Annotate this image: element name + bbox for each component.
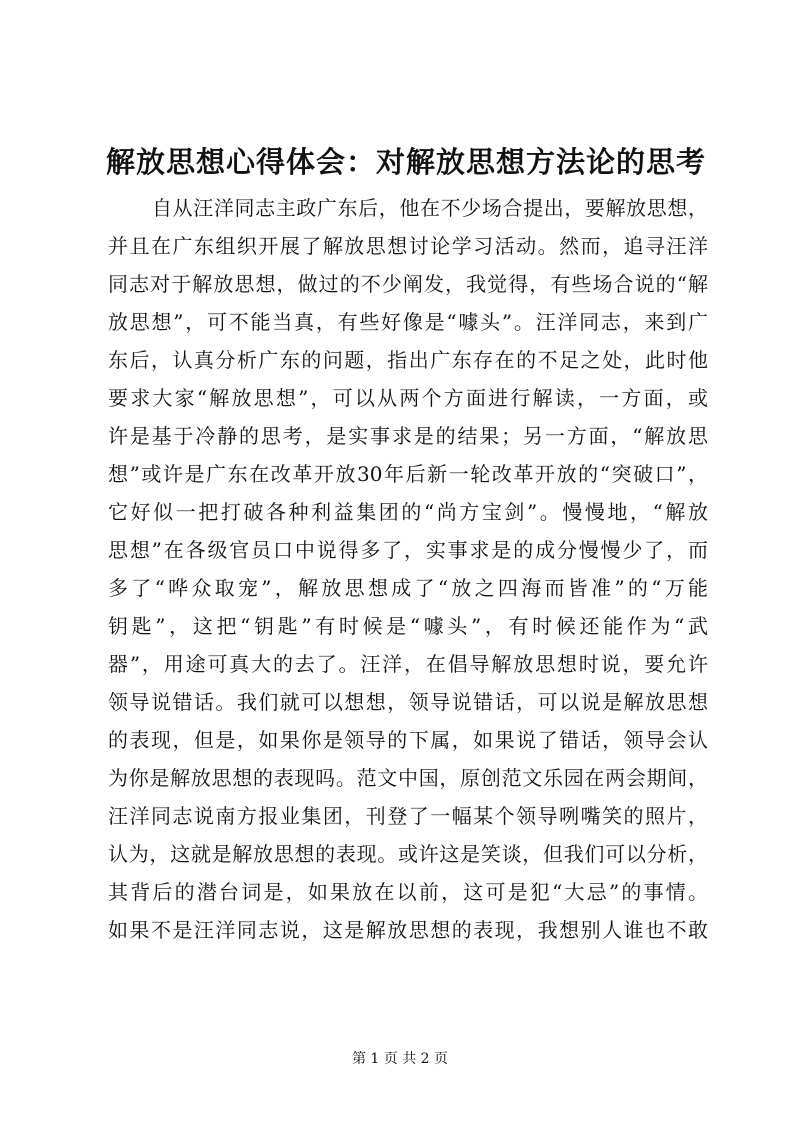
page-footer: 第 1 页 共 2 页 (351, 1051, 449, 1067)
paragraph-line: 自从汪洋同志主政广东后，他在不少场合提出，要解放思想， (152, 196, 708, 220)
paragraph-line: 其背后的潜台词是，如果放在以前，这可是犯“大忌”的事情。 (108, 880, 708, 904)
paragraph-line: 许是基于冷静的思考，是实事求是的结果；另一方面，“解放思 (108, 424, 708, 448)
document-title: 解放思想心得体会：对解放思想方法论的思考 (106, 145, 707, 179)
paragraph-line: 放思想”，可不能当真，有些好像是“噱头”。汪洋同志，来到广 (108, 310, 708, 334)
paragraph-line: 并且在广东组织开展了解放思想讨论学习活动。然而，追寻汪洋 (108, 234, 708, 258)
body-paragraph (108, 189, 708, 949)
paragraph-line: 钥匙”，这把“钥匙”有时候是“噱头”，有时候还能作为“武 (108, 614, 708, 638)
paragraph-line: 同志对于解放思想，做过的不少阐发，我觉得，有些场合说的“解 (108, 272, 708, 296)
paragraph-line: 认为，这就是解放思想的表现。或许这是笑谈，但我们可以分析， (108, 842, 708, 866)
paragraph-line: 领导说错话。我们就可以想想，领导说错话，可以说是解放思想 (108, 690, 708, 714)
paragraph-line: 为你是解放思想的表现吗。范文中国，原创范文乐园在两会期间， (108, 766, 708, 790)
paragraph-line: 东后，认真分析广东的问题，指出广东存在的不足之处，此时他 (108, 348, 708, 372)
paragraph-line: 要求大家“解放思想”，可以从两个方面进行解读，一方面，或 (108, 386, 708, 410)
paragraph-line: 多了“哗众取宠”，解放思想成了“放之四海而皆准”的“万能 (108, 576, 708, 600)
paragraph-line: 汪洋同志说南方报业集团，刊登了一幅某个领导咧嘴笑的照片， (108, 804, 708, 828)
paragraph-line: 器”，用途可真大的去了。汪洋，在倡导解放思想时说，要允许 (108, 652, 708, 676)
paragraph-line: 的表现，但是，如果你是领导的下属，如果说了错话，领导会认 (108, 728, 708, 752)
paragraph-line: 如果不是汪洋同志说，这是解放思想的表现，我想别人谁也不敢 (108, 918, 708, 942)
paragraph-line: 它好似一把打破各种利益集团的“尚方宝剑”。慢慢地，“解放 (108, 500, 708, 524)
paragraph-line: 思想”在各级官员口中说得多了，实事求是的成分慢慢少了，而 (108, 538, 708, 562)
paragraph-line: 想”或许是广东在改革开放30年后新一轮改革开放的“突破口”， (108, 462, 708, 486)
